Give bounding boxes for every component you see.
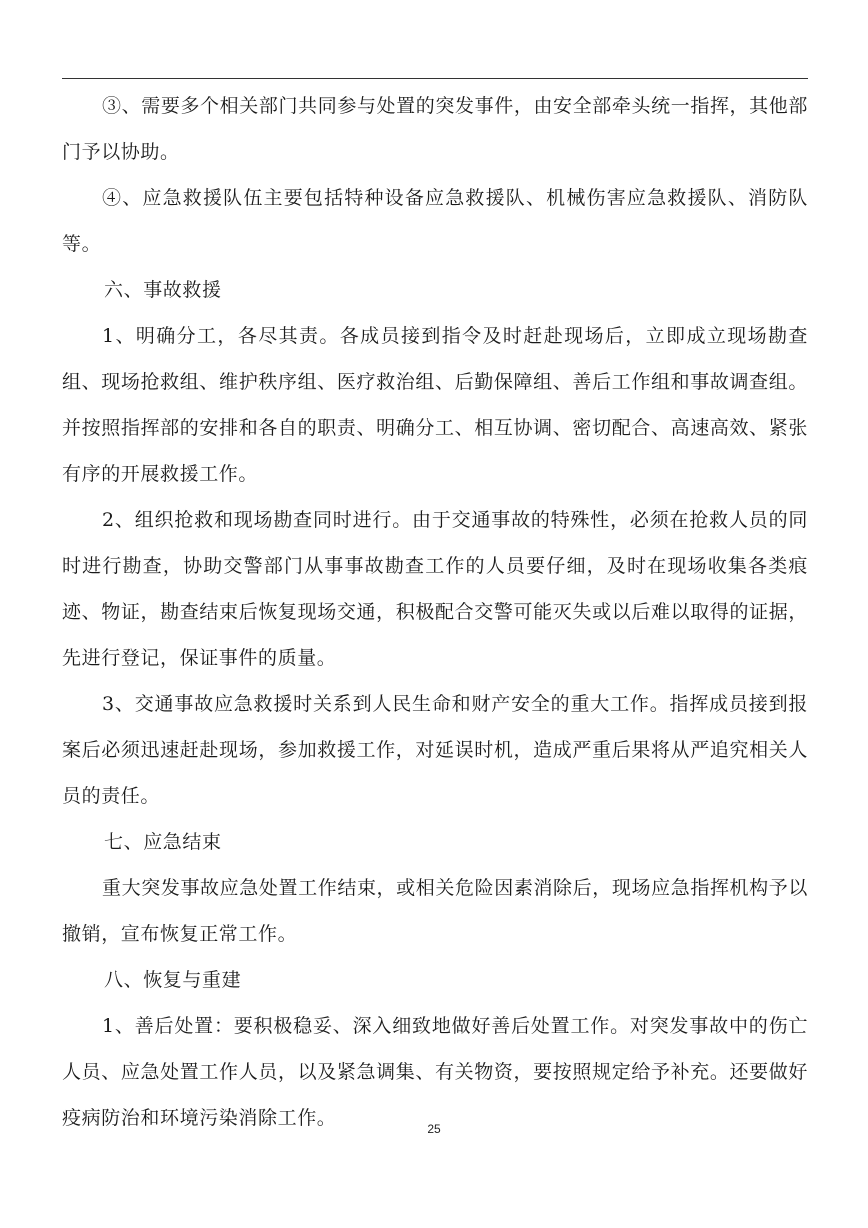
section-heading-recovery: 八、恢复与重建 [104,969,242,991]
section-heading-accident-rescue: 六、事故救援 [104,279,222,301]
page-number: 25 [427,1122,441,1136]
paragraph-recovery-1: 1、善后处置：要积极稳妥、深入细致地做好善后处置工作。对突发事故中的伤亡人员、应急处置工作人员，以及紧急调集、有关物资，要按照规定给予补充。还要做好疫病防治和环境污染消除工作。 [62,1015,808,1129]
paragraph-item-3: ③、需要多个相关部门共同参与处置的突发事件，由安全部牵头统一指挥，其他部门予以协助。 [62,95,808,163]
paragraph-rescue-3: 3、交通事故应急救援时关系到人民生命和财产安全的重大工作。指挥成员接到报案后必须迅速赶赴现场，参加救援工作，对延误时机，造成严重后果将从严追究相关人员的责任。 [62,693,808,807]
document-body [62,83,808,1141]
paragraph-emergency-end: 重大突发事故应急处置工作结束，或相关危险因素消除后，现场应急指挥机构予以撤销，宣布恢复正常工作。 [62,877,808,945]
paragraph-rescue-2: 2、组织抢救和现场勘查同时进行。由于交通事故的特殊性，必须在抢救人员的同时进行勘查，协助交警部门从事事故勘查工作的人员要仔细，及时在现场收集各类痕迹、物证，勘查结束后恢复现场交通，积极配合交警可能灭失或以后难以取得的证据，先进行登记，保证事件的质量。 [62,509,808,669]
paragraph-item-4: ④、应急救援队伍主要包括特种设备应急救援队、机械伤害应急救援队、消防队等。 [62,187,808,255]
section-heading-emergency-end: 七、应急结束 [104,831,222,853]
header-rule [62,78,808,79]
paragraph-rescue-1: 1、明确分工，各尽其责。各成员接到指令及时赶赴现场后，立即成立现场勘查组、现场抢救组、维护秩序组、医疗救治组、后勤保障组、善后工作组和事故调查组。并按照指挥部的安排和各自的职责、明确分工、相互协调、密切配合、高速高效、紧张有序的开展救援工作。 [62,325,808,485]
